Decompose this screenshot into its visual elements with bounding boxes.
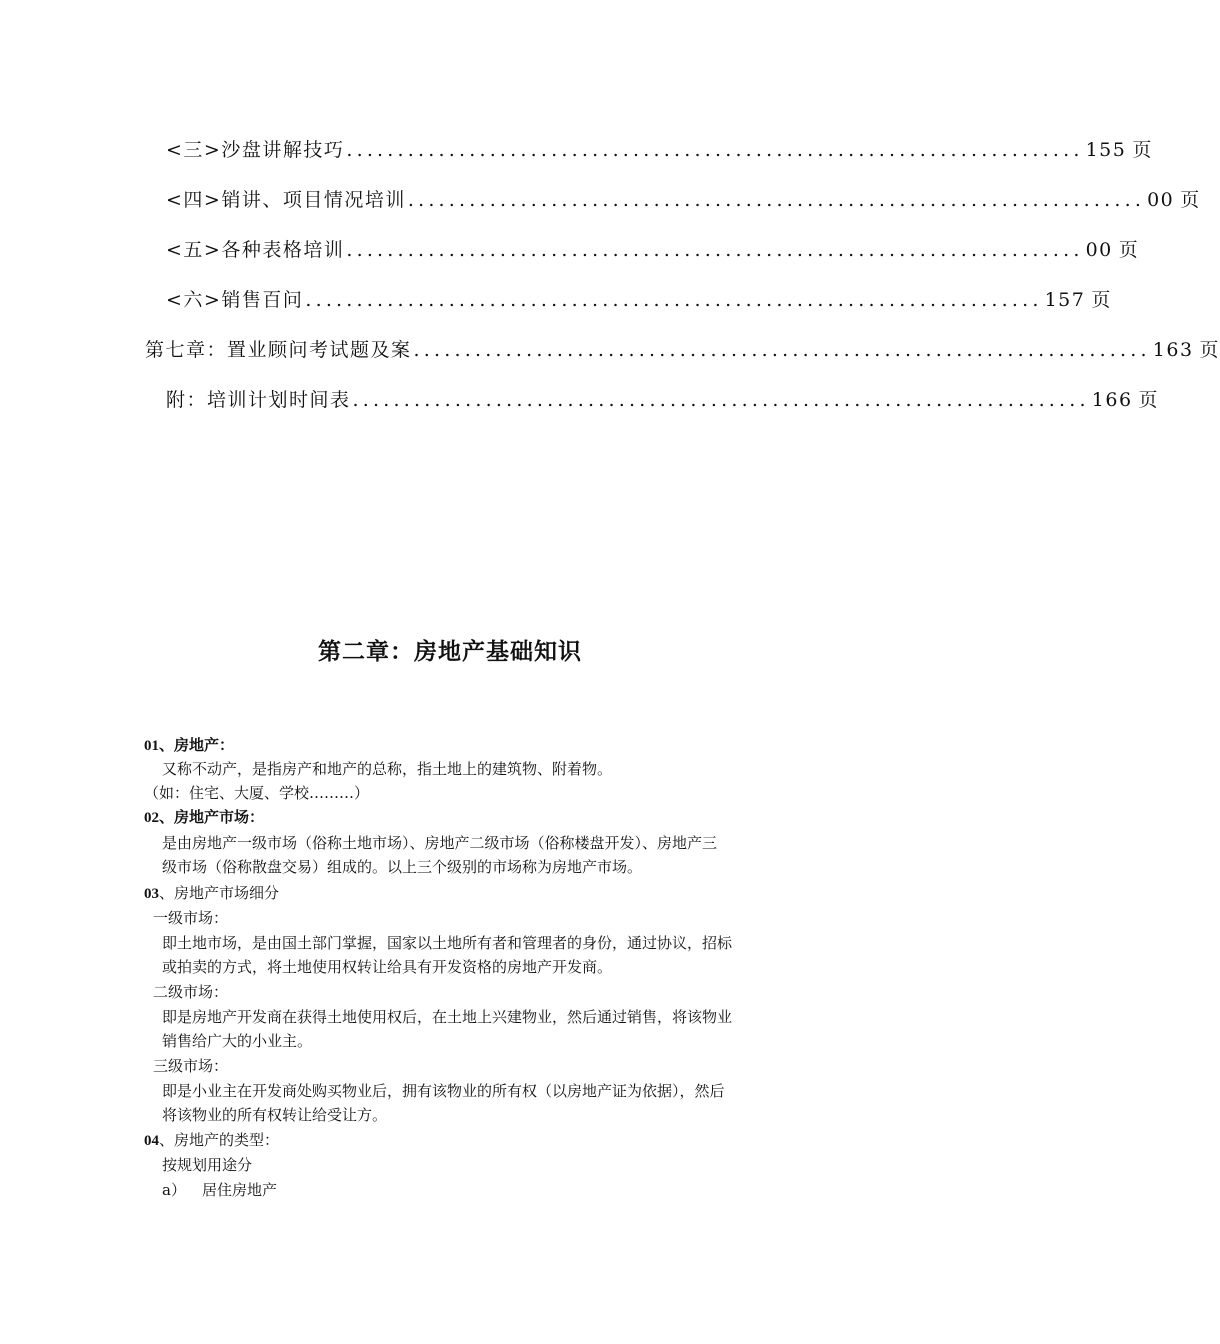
toc-leader-dots: ........................................................................ [413,339,1151,361]
toc-entry-unit: 页 [1138,389,1160,411]
paragraph-line: 或拍卖的方式，将土地使用权转让给具有开发资格的房地产开发商。 [162,958,613,976]
subsection-label: 一级市场： [153,909,229,927]
toc-entry-title: <三>沙盘讲解技巧 [166,139,345,161]
chapter-title: 第二章：房地产基础知识 [318,638,582,665]
toc-entry-title: <五>各种表格培训 [166,239,345,261]
toc-entry-title: <六>销售百问 [166,289,304,311]
toc-entry-page: 155 [1085,139,1127,161]
toc-entry-unit: 页 [1180,189,1201,211]
section-heading-text: 、房地产市场： [159,808,265,826]
section-heading-02 [144,805,264,829]
toc-entry [145,335,1220,367]
paragraph-line: 即是房地产开发商在获得土地使用权后，在土地上兴建物业，然后通过销售，将该物业 [162,1008,733,1026]
section-number: 03 [144,886,159,902]
toc-entry-title: <四>销讲、项目情况培训 [166,189,406,211]
toc-entry-unit: 页 [1132,139,1153,161]
toc-entry-page: 166 [1091,389,1133,411]
toc-entry [166,235,1140,267]
paragraph-line: 即土地市场，是由国土部门掌握，国家以土地所有者和管理者的身份，通过协议，招标 [162,934,733,952]
section-heading-04 [144,1128,279,1152]
toc-leader-dots: ........................................................................ [352,389,1090,411]
paragraph-line: 按规划用途分 [162,1156,253,1174]
list-item-text: 居住房地产 [201,1181,277,1199]
toc-leader-dots: ........................................................................ [346,139,1084,161]
toc-leader-dots: ........................................................................ [346,239,1084,261]
section-number: 04 [144,1133,159,1149]
toc-entry [166,385,1160,417]
toc-entry-title: 第七章：置业顾问考试题及案 [145,339,412,361]
toc-entry-page: 00 [1147,189,1175,211]
list-item-marker: a） [162,1181,186,1199]
paragraph-line: 即是小业主在开发商处购买物业后，拥有该物业的所有权（以房地产证为依据），然后 [162,1082,725,1100]
toc-entry-title: 附：培训计划时间表 [166,389,351,411]
section-number: 01 [144,738,159,754]
subsection-label: 二级市场： [153,983,229,1001]
section-heading-03 [144,881,279,905]
section-heading-01 [144,733,234,757]
paragraph-line: 将该物业的所有权转让给受让方。 [162,1106,388,1124]
paragraph-line: （如：住宅、大厦、学校………） [144,784,370,802]
section-heading-text: 、房地产的类型： [159,1131,280,1149]
toc-leader-dots: ........................................................................ [407,189,1146,211]
toc-entry [166,185,1201,217]
paragraph-line: 级市场（俗称散盘交易）组成的。以上三个级别的市场称为房地产市场。 [162,858,643,876]
toc-entry [166,285,1112,317]
section-heading-text: 、房地产： [159,736,235,754]
paragraph-line: 又称不动产，是指房产和地产的总称，指土地上的建筑物、附着物。 [162,760,613,778]
toc-entry-page: 163 [1152,339,1194,361]
paragraph-line: 销售给广大的小业主。 [162,1032,313,1050]
paragraph-line: 是由房地产一级市场（俗称土地市场）、房地产二级市场（俗称楼盘开发）、房地产三 [162,834,718,852]
section-number: 02 [144,810,159,826]
toc-entry-unit: 页 [1091,289,1112,311]
list-item [162,1178,277,1202]
toc-entry-unit: 页 [1199,339,1220,361]
subsection-label: 三级市场： [153,1057,229,1075]
toc-entry-page: 00 [1085,239,1113,261]
toc-entry [166,135,1153,167]
toc-leader-dots: ........................................................................ [305,289,1043,311]
toc-entry-unit: 页 [1118,239,1140,261]
toc-entry-page: 157 [1044,289,1086,311]
section-heading-text: 、房地产市场细分 [159,884,280,902]
